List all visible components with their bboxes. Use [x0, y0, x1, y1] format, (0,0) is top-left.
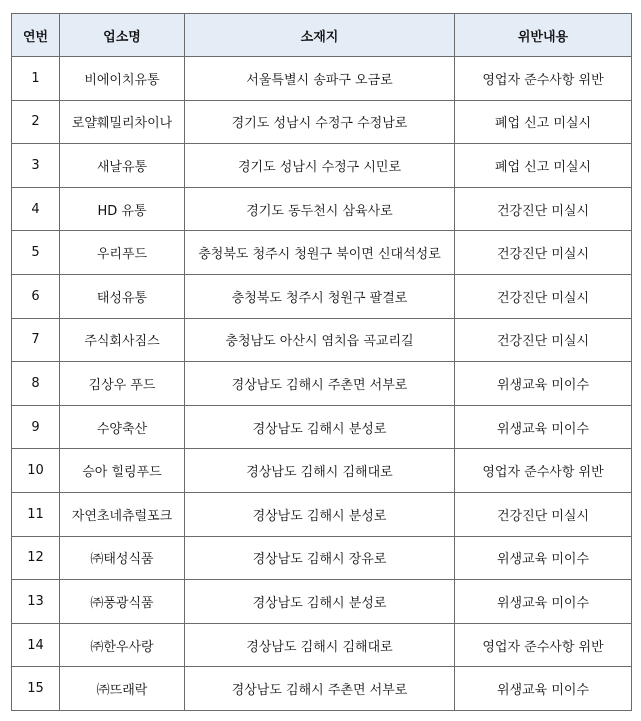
cell-business-name: ㈜태성식품 — [60, 536, 185, 580]
cell-no: 8 — [12, 362, 60, 406]
cell-no: 9 — [12, 405, 60, 449]
table-row — [12, 536, 632, 580]
table-row — [12, 57, 632, 101]
cell-address: 경상남도 김해시 분성로 — [185, 580, 455, 624]
cell-address: 경기도 성남시 수정구 수정남로 — [185, 100, 455, 144]
cell-no: 13 — [12, 580, 60, 624]
cell-business-name: 로얄훼밀리차이나 — [60, 100, 185, 144]
cell-address: 경기도 성남시 수정구 시민로 — [185, 144, 455, 188]
cell-violation: 건강진단 미실시 — [455, 318, 632, 362]
cell-address: 충청남도 아산시 염치읍 곡교리길 — [185, 318, 455, 362]
cell-business-name: ㈜풍광식품 — [60, 580, 185, 624]
violation-table — [11, 13, 632, 711]
cell-violation: 영업자 준수사항 위반 — [455, 57, 632, 101]
cell-business-name: 새날유통 — [60, 144, 185, 188]
cell-violation: 건강진단 미실시 — [455, 231, 632, 275]
cell-address: 충청북도 청주시 청원구 북이면 신대석성로 — [185, 231, 455, 275]
table-row — [12, 100, 632, 144]
cell-violation: 위생교육 미이수 — [455, 362, 632, 406]
cell-violation: 위생교육 미이수 — [455, 580, 632, 624]
table-row — [12, 623, 632, 667]
cell-no: 5 — [12, 231, 60, 275]
table-row — [12, 144, 632, 188]
cell-no: 7 — [12, 318, 60, 362]
table-row — [12, 274, 632, 318]
cell-business-name: ㈜한우사랑 — [60, 623, 185, 667]
cell-business-name: 우리푸드 — [60, 231, 185, 275]
cell-business-name: HD 유통 — [60, 187, 185, 231]
cell-business-name: ㈜뜨래락 — [60, 667, 185, 711]
cell-no: 2 — [12, 100, 60, 144]
cell-address: 경상남도 김해시 주촌면 서부로 — [185, 667, 455, 711]
cell-address: 서울특별시 송파구 오금로 — [185, 57, 455, 101]
cell-violation: 건강진단 미실시 — [455, 187, 632, 231]
cell-business-name: 수양축산 — [60, 405, 185, 449]
cell-business-name: 김상우 푸드 — [60, 362, 185, 406]
cell-violation: 영업자 준수사항 위반 — [455, 623, 632, 667]
cell-business-name: 주식회사짐스 — [60, 318, 185, 362]
cell-business-name: 자연초네츄럴포크 — [60, 492, 185, 536]
table-row — [12, 449, 632, 493]
cell-address: 경기도 동두천시 삼육사로 — [185, 187, 455, 231]
cell-no: 14 — [12, 623, 60, 667]
violation-table-container — [11, 13, 631, 711]
cell-no: 3 — [12, 144, 60, 188]
cell-address: 경상남도 김해시 김해대로 — [185, 623, 455, 667]
table-row — [12, 318, 632, 362]
cell-violation: 폐업 신고 미실시 — [455, 144, 632, 188]
cell-no: 6 — [12, 274, 60, 318]
cell-address: 경상남도 김해시 분성로 — [185, 405, 455, 449]
cell-no: 10 — [12, 449, 60, 493]
cell-no: 4 — [12, 187, 60, 231]
cell-violation: 폐업 신고 미실시 — [455, 100, 632, 144]
table-row — [12, 492, 632, 536]
cell-violation: 영업자 준수사항 위반 — [455, 449, 632, 493]
cell-violation: 위생교육 미이수 — [455, 405, 632, 449]
header-business-name: 업소명 — [60, 14, 185, 57]
cell-violation: 건강진단 미실시 — [455, 492, 632, 536]
cell-address: 경상남도 김해시 주촌면 서부로 — [185, 362, 455, 406]
table-row — [12, 580, 632, 624]
table-row — [12, 187, 632, 231]
header-no: 연번 — [12, 14, 60, 57]
table-row — [12, 362, 632, 406]
header-address: 소재지 — [185, 14, 455, 57]
cell-no: 11 — [12, 492, 60, 536]
cell-address: 경상남도 김해시 장유로 — [185, 536, 455, 580]
cell-address: 경상남도 김해시 분성로 — [185, 492, 455, 536]
cell-no: 12 — [12, 536, 60, 580]
table-row — [12, 231, 632, 275]
cell-no: 1 — [12, 57, 60, 101]
cell-violation: 건강진단 미실시 — [455, 274, 632, 318]
cell-business-name: 비에이치유통 — [60, 57, 185, 101]
table-row — [12, 405, 632, 449]
cell-business-name: 태성유통 — [60, 274, 185, 318]
cell-violation: 위생교육 미이수 — [455, 667, 632, 711]
table-row — [12, 667, 632, 711]
header-row — [12, 14, 632, 57]
cell-business-name: 승아 힐링푸드 — [60, 449, 185, 493]
cell-no: 15 — [12, 667, 60, 711]
cell-address: 경상남도 김해시 김해대로 — [185, 449, 455, 493]
header-violation: 위반내용 — [455, 14, 632, 57]
cell-address: 충청북도 청주시 청원구 팔결로 — [185, 274, 455, 318]
cell-violation: 위생교육 미이수 — [455, 536, 632, 580]
